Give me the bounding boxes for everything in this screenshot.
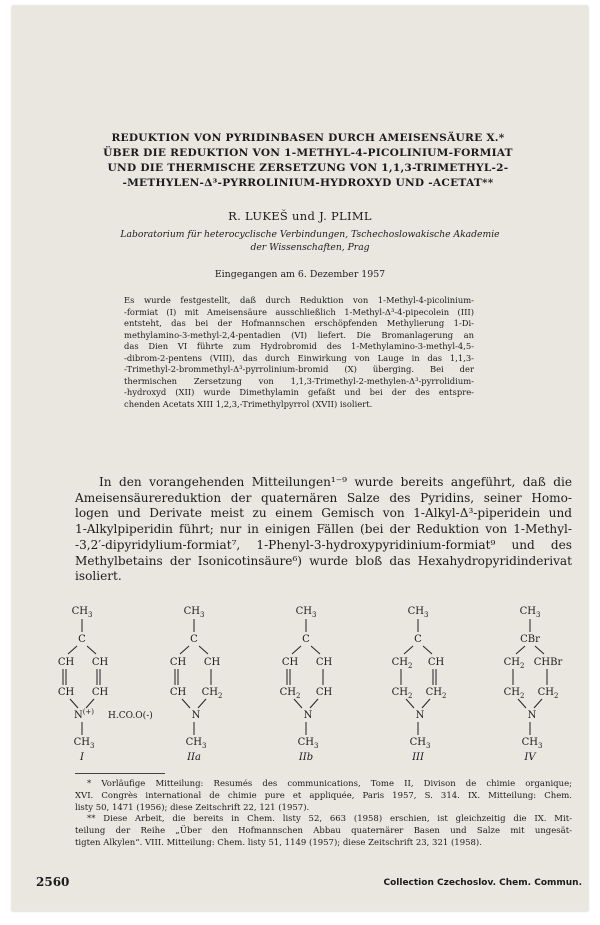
article-title (72, 131, 544, 191)
ring-atom: C (78, 634, 86, 645)
abstract-line: methylamino-3-methyl-2,4-pentadien (VI) liefert. Die Bromanlagerung an (124, 329, 474, 340)
body-line: isoliert. (75, 569, 122, 584)
ring-atom: CH (203, 657, 221, 668)
ring-atom: CBr (520, 634, 540, 645)
bond-line (423, 646, 432, 654)
bond-line (516, 646, 525, 654)
bond-line (406, 699, 414, 708)
bond-line (86, 699, 94, 708)
ring-atom: CH (91, 687, 109, 698)
body-line: logen und Derivate meist zu einem Gemisch von 1-Alkyl-Δ³-piperidein und (75, 506, 572, 521)
affiliation-line: der Wissenschaften, Prag (250, 242, 370, 253)
chemical-structures (57, 602, 563, 766)
nitrogen-atom: N(+) (73, 708, 95, 721)
received-date: Eingegangen am 6. Dezember 1957 (214, 269, 386, 280)
structure-label: I (80, 752, 84, 763)
body-line: Ameisensäurereduktion der quaternären Salze des Pyridins, seiner Homo- (75, 490, 572, 505)
ring-atom: CH (169, 657, 187, 668)
nitrogen-atom: N (303, 710, 313, 721)
n-methyl-group: $CH_3$ (521, 737, 543, 750)
body-line: -3,2′-dipyridylium-formiat⁷, 1-Phenyl-3-hydroxypyridinium-formiat⁹ und des (75, 537, 572, 552)
bond-line (310, 699, 318, 708)
title-line: REDUKTION VON PYRIDINBASEN DURCH AMEISENSÄURE X.* (111, 132, 505, 144)
bond-line (87, 646, 96, 654)
abstract-line: -hydroxyd (XII) wurde Dimethylamin gefaßt und bei der des entspre- (124, 387, 474, 397)
footnote-divider (75, 773, 165, 774)
n-methyl-group: $CH_3$ (185, 737, 207, 750)
footnote-line: listy 50, 1471 (1956); diese Zeitschrift 22, 121 (1957). (75, 802, 310, 813)
page-number: 2560 (36, 875, 70, 889)
body-line: 1-Alkylpiperidin führt; nur in einigen Fällen (bei der Reduktion von 1-Methyl- (75, 522, 572, 537)
footnote-line: tigten Alkylen“. VIII. Mitteilung: Chem. listy 51, 1149 (1957); diese Zeitschrift 23, 321 (1958). (75, 837, 482, 848)
methyl-group: $CH_3$ (407, 606, 429, 619)
affiliation (72, 228, 548, 254)
title-line: ÜBER DIE REDUKTION VON 1-METHYL-4-PICOLINIUM-FORMIAT (103, 147, 513, 159)
ring-atom: CH (281, 657, 299, 668)
bond-line (422, 699, 430, 708)
structure-label: IIb (298, 752, 314, 763)
abstract-line: thermischen Zersetzung von 1,1,3-Trimethyl-2-methylen-Δ³-pyrrolidium- (124, 375, 474, 386)
structure-label: III (412, 752, 424, 763)
abstract-line: -Trimethyl-2-brommethyl-Δ³-pyrrolinium-bromid (X) überging. Bei der (124, 364, 474, 374)
ring-atom: CH (57, 687, 75, 698)
n-methyl-group: $CH_3$ (409, 737, 431, 750)
ring-atom: $CH_2$ (537, 687, 559, 700)
nitrogen-atom: N (191, 710, 201, 721)
footnote-line: ** Diese Arbeit, die bereits in Chem. listy 52, 663 (1958) erschien, ist gleichzeitig die IX. Mit- (87, 814, 572, 825)
ring-atom: CH (91, 657, 109, 668)
affiliation-line: Laboratorium für heterocyclische Verbindungen, Tschechoslowakische Akademie (120, 229, 500, 240)
ring-atom: C (190, 634, 198, 645)
ring-atom: CH (315, 657, 333, 668)
nitrogen-atom: N (415, 710, 425, 721)
body-line: In den vorangehenden Mitteilungen¹⁻⁹ wurde bereits angeführt, daß die (99, 475, 572, 489)
ring-atom: $CH_2$ (391, 657, 413, 670)
bond-line (535, 646, 544, 654)
ring-atom: C (302, 634, 310, 645)
footnote-line: XVI. Congrès international de chimie pure et appliquée, Paris 1957, S. 314. IX. Mitteilung: Chem. (75, 790, 572, 801)
journal-page (12, 6, 588, 911)
methyl-group: $CH_3$ (183, 606, 205, 619)
formate-anion: H.CO.O(-) (108, 711, 153, 721)
journal-name: Collection Czechoslov. Chem. Commun. (383, 878, 582, 888)
n-methyl-group: $CH_3$ (297, 737, 319, 750)
ring-atom: CH (315, 687, 333, 698)
ring-atom: CHBr (533, 657, 563, 668)
authors: R. LUKEŠ und J. PLIML (228, 209, 372, 223)
ring-atom: CH (169, 687, 187, 698)
ring-atom: $CH_2$ (503, 657, 525, 670)
title-line: -METHYLEN-Δ³-PYRROLINIUM-HYDROXYD UND -ACETAT** (122, 177, 494, 189)
bond-line (534, 699, 542, 708)
abstract-line: -dibrom-2-pentens (VIII), das durch Einwirkung von Lauge in das 1,1,3- (124, 352, 474, 363)
abstract-line: das Dien VI führte zum Hydrobromid des 1-Methylamino-3-methyl-4,5- (124, 341, 474, 351)
ring-atom: $CH_2$ (425, 687, 447, 700)
bond-line (182, 699, 190, 708)
bond-line (198, 699, 206, 708)
bond-line (294, 699, 302, 708)
ring-atom: C (414, 634, 422, 645)
abstract (124, 295, 474, 410)
bond-line (199, 646, 208, 654)
ring-atom: CH (427, 657, 445, 668)
bond-line (518, 699, 526, 708)
nitrogen-atom: N (527, 710, 537, 721)
ring-atom: $CH_2$ (201, 687, 223, 700)
methyl-group: $CH_3$ (519, 606, 541, 619)
methyl-group: $CH_3$ (71, 606, 93, 619)
body-paragraph (75, 475, 572, 585)
bond-line (311, 646, 320, 654)
abstract-line: entsteht, das bei der Hofmannschen erschöpfenden Methylierung 1-Di- (124, 318, 474, 328)
footnotes (75, 779, 572, 850)
bond-line (180, 646, 189, 654)
ring-atom: $CH_2$ (391, 687, 413, 700)
abstract-line: Es wurde festgestellt, daß durch Reduktion von 1-Methyl-4-picolinium- (124, 295, 474, 305)
ring-atom: $CH_2$ (279, 687, 301, 700)
title-line: UND DIE THERMISCHE ZERSETZUNG VON 1,1,3-TRIMETHYL-2- (107, 162, 509, 174)
n-methyl-group: $CH_3$ (73, 737, 95, 750)
methyl-group: $CH_3$ (295, 606, 317, 619)
bond-line (68, 646, 77, 654)
bond-line (404, 646, 413, 654)
bond-line (292, 646, 301, 654)
ring-atom: $CH_2$ (503, 687, 525, 700)
structure-diagram (57, 602, 563, 763)
structure-label: IV (524, 752, 536, 763)
footnote-line: * Vorläufige Mitteilung: Resumés des communications, Tome II, Divison de chimie organique; (87, 779, 572, 789)
body-line: Methylbetains der Isonicotinsäure⁶) wurde bloß das Hexahydropyridinderivat (75, 553, 572, 568)
bond-line (70, 699, 78, 708)
structure-label: IIa (187, 752, 201, 763)
abstract-line: -formiat (I) mit Ameisensäure ausschließlich 1-Methyl-Δ³-4-pipecolein (III) (124, 306, 474, 317)
footnote-line: teilung der Reihe „Über den Hofmannschen Abbau quaternärer Basen und Salze mit ungesät- (75, 826, 572, 837)
abstract-line: chenden Acetats XIII 1,2,3,-Trimethylpyrrol (XVII) isoliert. (124, 398, 373, 409)
ring-atom: CH (57, 657, 75, 668)
